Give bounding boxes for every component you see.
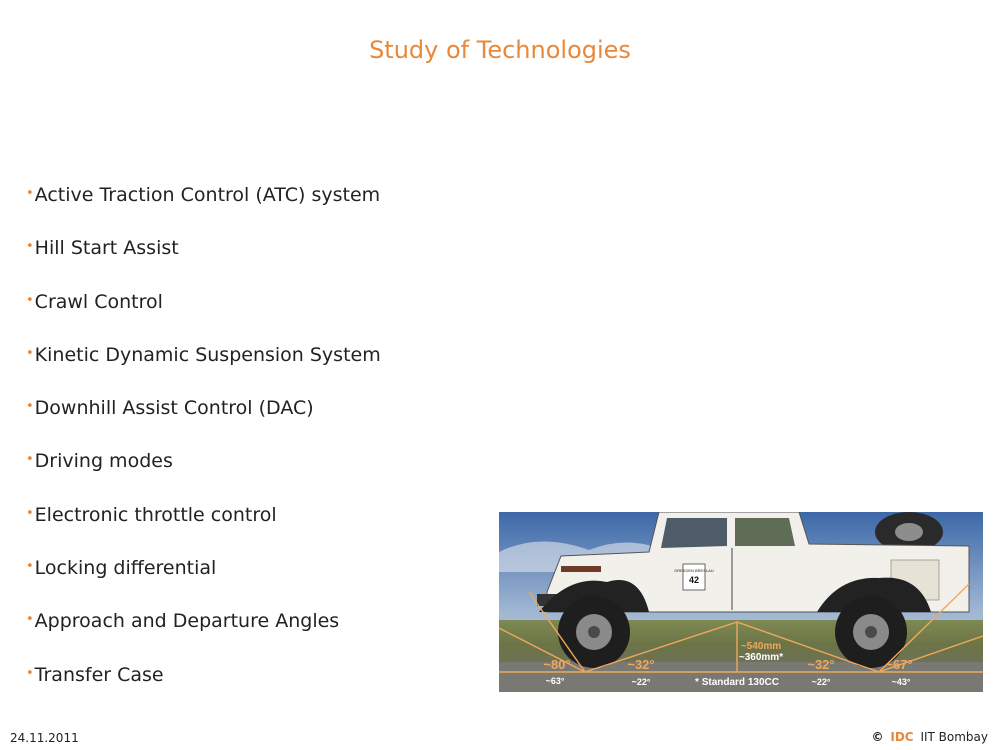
institute-name: IIT Bombay: [920, 730, 988, 744]
bullet-icon: •: [26, 186, 34, 201]
slide-title: Study of Technologies: [369, 36, 631, 64]
departure-angle-std: ~43°: [891, 677, 911, 687]
footer-branding: [872, 730, 988, 744]
list-item-text: Electronic throttle control: [34, 503, 277, 526]
technology-list: [26, 178, 381, 711]
list-item-text: Locking differential: [34, 557, 217, 580]
departure-angle-max: ~67°: [885, 657, 913, 672]
brand-name: IDC: [890, 730, 914, 744]
list-item: [26, 391, 381, 444]
approach-angle-max: ~80°: [543, 657, 571, 672]
bullet-icon: •: [26, 452, 34, 468]
list-item-text: Transfer Case: [34, 663, 164, 686]
bullet-icon: •: [26, 505, 34, 521]
list-item: [26, 551, 381, 604]
bullet-icon: •: [26, 559, 34, 575]
list-item: [26, 231, 381, 284]
approach-angle-std: ~63°: [545, 676, 565, 686]
bullet-icon: •: [26, 239, 34, 255]
list-item-text: Approach and Departure Angles: [34, 610, 340, 633]
list-item-text: Driving modes: [34, 450, 173, 473]
door-text: DRESDEN BRESLAU: [674, 568, 714, 573]
bullet-icon: •: [26, 665, 34, 681]
slide-date: 24.11.2011: [10, 731, 79, 745]
copyright-icon: ©: [871, 730, 884, 744]
bullet-icon: •: [26, 292, 34, 308]
ramp-front-std: ~22°: [631, 677, 651, 687]
list-item-text: Hill Start Assist: [34, 237, 179, 260]
list-item-text: Active Traction Control (ATC) system: [34, 184, 381, 206]
clearance-max: ~540mm: [740, 641, 782, 652]
ramp-rear-std: ~22°: [811, 677, 831, 687]
list-item: [26, 178, 381, 231]
list-item: [26, 338, 381, 391]
bullet-icon: •: [26, 399, 34, 415]
list-item: [26, 604, 381, 657]
list-item: [26, 658, 381, 711]
bullet-icon: •: [26, 612, 34, 628]
list-item-text: Crawl Control: [34, 290, 163, 313]
list-item: [26, 444, 381, 497]
clearance-std: ~360mm*: [738, 652, 784, 663]
list-item-text: Downhill Assist Control (DAC): [34, 397, 314, 420]
footnote: * Standard 130CC: [695, 677, 779, 688]
bullet-icon: •: [26, 345, 34, 361]
list-item: [26, 285, 381, 338]
list-item-text: Kinetic Dynamic Suspension System: [34, 343, 381, 366]
list-item: [26, 498, 381, 551]
ramp-rear-max: ~32°: [807, 657, 835, 672]
vehicle-angles-photo: [499, 512, 983, 692]
ramp-front-max: ~32°: [627, 657, 655, 672]
door-number: 42: [688, 575, 700, 585]
